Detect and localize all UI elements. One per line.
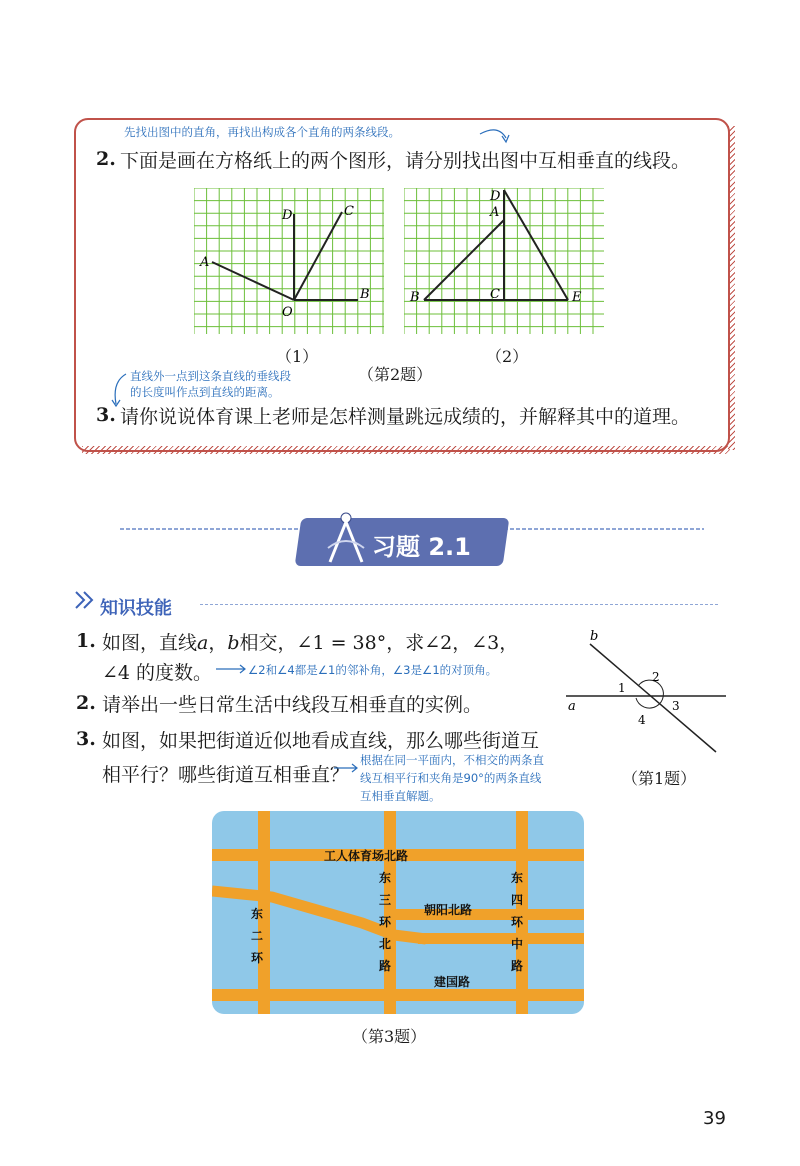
segment-DE: [504, 190, 568, 300]
heading-divider: [200, 604, 720, 605]
label-a: a: [568, 699, 576, 714]
banner-divider-right: [504, 528, 704, 530]
figure-caption-1: （第1题）: [622, 769, 697, 788]
figure-1-caption: （1）: [276, 347, 319, 366]
diagonal-road: [212, 811, 584, 1014]
exercise-q3-hint-line2: 线互相平行和夹角是90°的两条直线: [360, 771, 542, 785]
road-label-jianguo: 建国路: [434, 975, 471, 989]
street-map: [212, 811, 584, 1014]
exercise-q1-number: 1.: [76, 630, 96, 652]
label-C: C: [490, 287, 500, 302]
exercise-q3-hint-line1: 根据在同一平面内，不相交的两条直: [360, 753, 544, 767]
banner-divider-left: [120, 528, 300, 530]
exercise-q1-hint: ∠2和∠4都是∠1的邻补角，∠3是∠1的对顶角。: [248, 663, 498, 677]
label-B: B: [410, 290, 420, 305]
q1-sep: ，: [208, 632, 228, 654]
q1-var-a: a: [197, 632, 209, 654]
page-number: 39: [703, 1108, 726, 1129]
label-C: C: [344, 204, 354, 219]
exercise-q1-line2: ∠4 的度数。: [102, 662, 213, 684]
angle-3-label: 3: [672, 699, 680, 713]
label-A: A: [490, 205, 500, 220]
label-E: E: [572, 290, 582, 305]
label-b: b: [590, 629, 599, 644]
road-label-east4: 东 四 环 中 路: [510, 871, 523, 973]
exercise-q2-text: 请举出一些日常生活中线段互相垂直的实例。: [102, 694, 483, 716]
frame-shadow-right: [728, 126, 735, 450]
figure-2-caption: （2）: [486, 347, 529, 366]
line-b: [590, 644, 716, 752]
chevron-icon: [72, 588, 100, 612]
figure-caption-2: （第2题）: [358, 365, 433, 384]
road-label-east3: 东 三 环 北 路: [378, 871, 391, 973]
hint-distance-line1: 直线外一点到这条直线的垂线段: [130, 369, 291, 383]
intersecting-lines-figure: [562, 626, 738, 756]
question-number-3: 3.: [96, 404, 116, 426]
exercise-q3-hint-line3: 互相垂直解题。: [360, 789, 441, 803]
compass-icon: [322, 508, 370, 566]
frame-shadow-bottom: [82, 446, 730, 454]
q1-text-a: 如图，直线: [102, 632, 198, 654]
angle-4-label: 4: [638, 713, 646, 727]
exercise-q3-line1: 如图，如果把街道近似地看成直线，那么哪些街道互: [102, 730, 540, 752]
road-label-east2: 东 二 环: [250, 907, 263, 965]
question-text-2: 下面是画在方格纸上的两个图形，请分别找出图中互相垂直的线段。: [120, 150, 691, 172]
label-D: D: [282, 208, 293, 223]
label-A: A: [200, 255, 210, 270]
hint-note-top: 先找出图中的直角，再找出构成各个直角的两条线段。: [124, 125, 400, 139]
road-label-chaoyang: 朝阳北路: [424, 903, 473, 917]
label-O: O: [282, 305, 293, 320]
grid-figure-1: [194, 188, 386, 334]
question-text-3: 请你说说体育课上老师是怎样测量跳远成绩的，并解释其中的道理。: [120, 406, 691, 428]
segment-OC: [294, 212, 342, 300]
exercise-q3-number: 3.: [76, 728, 96, 750]
angle-2-label: 2: [652, 670, 660, 684]
exercise-q3-line2: 相平行？哪些街道互相垂直？: [102, 764, 350, 786]
exercise-q1-line1: [102, 628, 518, 655]
q1-text-b: 相交，∠1 = 38°，求∠2，∠3，: [239, 632, 519, 654]
question-number-2: 2.: [96, 148, 116, 170]
arrow-right-icon: [214, 664, 248, 674]
angle-1-label: 1: [618, 681, 626, 695]
q1-var-b: b: [227, 632, 240, 654]
exercise-title: 习题 2.1: [372, 533, 471, 561]
figure-caption-3: （第3题）: [352, 1027, 427, 1046]
knowledge-skills-heading: 知识技能: [100, 598, 172, 619]
label-D: D: [490, 189, 501, 204]
label-B: B: [360, 287, 370, 302]
arrow-right-icon: [332, 762, 360, 774]
hint-distance-line2: 的长度叫作点到直线的距离。: [130, 385, 280, 399]
exercise-q2-number: 2.: [76, 692, 96, 714]
road-label-north: 工人体育场北路: [324, 849, 409, 863]
grid-figure-2: [404, 188, 606, 334]
